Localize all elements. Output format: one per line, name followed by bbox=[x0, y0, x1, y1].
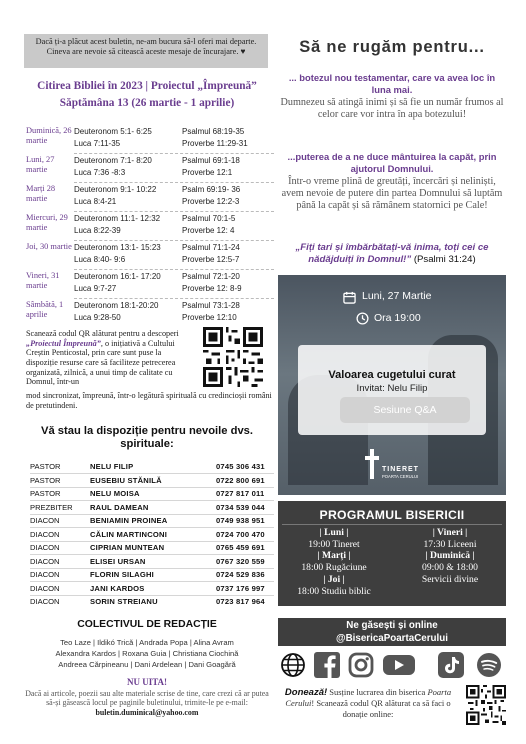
event-time: Ora 19:00 bbox=[374, 312, 421, 324]
divider bbox=[30, 500, 274, 501]
contact-phone[interactable]: 0767 320 559 bbox=[216, 556, 265, 566]
project-name: „Proiectul Împreună” bbox=[26, 338, 101, 348]
schedule-reading: Proverbe 12:10 bbox=[182, 312, 237, 322]
social-icons bbox=[278, 652, 506, 680]
contact-row bbox=[30, 462, 274, 476]
schedule-reading: Psalm 69:19- 36 bbox=[182, 185, 241, 194]
contact-role: PASTOR bbox=[30, 475, 61, 485]
left-column bbox=[20, 0, 274, 744]
contact-phone[interactable]: 0737 176 997 bbox=[216, 583, 265, 593]
editorial-team-line: Alexandra Kardos | Roxana Guia | Christiana Ciochină bbox=[55, 649, 239, 658]
schedule-reading: Proverbe 12:2-3 bbox=[182, 196, 240, 206]
tineret-logo bbox=[364, 447, 424, 487]
schedule-reading: Proverbe 12:1 bbox=[182, 167, 233, 177]
schedule-reading: Luca 9:7-27 bbox=[74, 283, 117, 293]
contact-name: FLORIN SILAGHI bbox=[90, 570, 154, 579]
right-column bbox=[278, 0, 506, 744]
contact-name: NELU MOISA bbox=[90, 489, 140, 498]
schedule-reading: Proverbe 11:29-31 bbox=[182, 138, 248, 148]
reminder-title: NU UITA! bbox=[126, 677, 168, 687]
schedule-row bbox=[26, 182, 274, 212]
schedule-row bbox=[26, 211, 274, 241]
schedule-reading: Proverbe 12: 8-9 bbox=[182, 283, 242, 293]
program-title: PROGRAMUL BISERICII bbox=[319, 508, 465, 522]
schedule-reading: Luca 9:28-50 bbox=[74, 312, 121, 322]
contact-row bbox=[30, 570, 274, 584]
divider bbox=[30, 514, 274, 515]
contact-role: PASTOR bbox=[30, 489, 61, 498]
contact-phone[interactable]: 0722 800 691 bbox=[216, 475, 265, 485]
spotify-icon[interactable] bbox=[476, 652, 502, 678]
program-item: 09:00 & 18:00 bbox=[422, 562, 478, 574]
divider bbox=[30, 527, 274, 528]
program-item: 17:30 Liceeni bbox=[423, 538, 477, 550]
facebook-icon[interactable] bbox=[314, 652, 340, 678]
donate-text: Susține lucrarea din biserica bbox=[327, 687, 428, 697]
social-text: Ne găsești și online bbox=[346, 620, 438, 631]
divider bbox=[30, 581, 274, 582]
contact-role: PREZBITER bbox=[30, 502, 73, 512]
contact-name: SORIN STREIANU bbox=[90, 597, 158, 606]
schedule-reading: Proverbe 12: 4 bbox=[182, 225, 235, 235]
schedule-reading: Psalmul 68:19-35 bbox=[182, 127, 245, 136]
prayer-text: Dumnezeu să atingă inimi și să fie un număr frumos al celor care vor intra în apa botezului! bbox=[280, 97, 504, 121]
contact-phone[interactable]: 0734 539 044 bbox=[216, 502, 265, 512]
contact-phone[interactable]: 0724 700 470 bbox=[216, 529, 265, 539]
contact-name: ELISEI URSAN bbox=[90, 556, 146, 566]
schedule-reading: Deuteronom 13:1- 15:23 bbox=[74, 243, 161, 252]
program-day: | Marți | bbox=[317, 550, 351, 562]
contact-row bbox=[30, 516, 274, 530]
program-item: Servicii divine bbox=[421, 573, 479, 585]
program-day: | Duminică | bbox=[425, 550, 475, 562]
editorial-team-list bbox=[20, 637, 274, 670]
schedule-reading: Luca 8:22-39 bbox=[74, 225, 121, 235]
contact-name: CIPRIAN MUNTEAN bbox=[90, 543, 165, 552]
contact-name: EUSEBIU STĂNILĂ bbox=[90, 475, 162, 485]
contact-phone[interactable]: 0727 817 011 bbox=[216, 489, 265, 498]
schedule-day: Marți 28 martie bbox=[26, 184, 56, 203]
schedule-reading: Psalmul 71:1-24 bbox=[182, 243, 240, 252]
tiktok-icon[interactable] bbox=[438, 652, 464, 678]
reminder-text bbox=[20, 689, 274, 717]
schedule-row bbox=[26, 124, 274, 154]
youtube-icon[interactable] bbox=[382, 652, 416, 678]
contact-role: DIACON bbox=[30, 556, 60, 566]
contact-name: CĂLIN MARTINCONI bbox=[90, 529, 168, 539]
logo-text: POARTA CERULUI bbox=[382, 474, 419, 479]
church-program bbox=[278, 501, 506, 606]
schedule-day: Sâmbătă, 1 aprilie bbox=[26, 300, 64, 319]
contact-phone[interactable]: 0749 938 951 bbox=[216, 516, 265, 525]
logo-text: TINERET bbox=[382, 466, 419, 473]
editorial-team-line: Andreea Cărpineanu | Dani Ardelean | Dani Goagără bbox=[58, 660, 236, 669]
reading-plan-title: Citirea Bibliei în 2023 | Proiectul „Împreună” bbox=[37, 80, 257, 92]
contact-role: DIACON bbox=[30, 529, 60, 539]
schedule-reading: Psalmul 70:1-5 bbox=[182, 214, 236, 223]
project-text: , o inițiativă a Cultului Creștin Penticostal, prin care sunt puse la dispoziție resurse care să faciliteze petrecerea organizată, zilnică, a unui timp de calitate cu Domnul, într-un bbox=[26, 338, 176, 387]
project-text: Scanează codul QR alăturat pentru a descoperi bbox=[26, 329, 179, 338]
contact-role: DIACON bbox=[30, 597, 60, 606]
contact-row bbox=[30, 489, 274, 503]
contact-name: BENIAMIN PROINEA bbox=[90, 516, 168, 525]
contact-phone[interactable]: 0723 817 964 bbox=[216, 597, 265, 606]
event-guest: Invitat: Nelu Filip bbox=[356, 383, 428, 394]
contact-row bbox=[30, 597, 274, 611]
prayer-heading: ...puterea de a ne duce mântuirea la capăt, prin ajutorul Domnului. bbox=[287, 151, 497, 174]
schedule-reading: Deuteronom 7:1- 8:20 bbox=[74, 156, 152, 165]
instagram-icon[interactable] bbox=[348, 652, 374, 678]
schedule-day: Luni, 27 martie bbox=[26, 155, 55, 174]
schedule-reading: Deuteronom 16:1- 17:20 bbox=[74, 272, 161, 281]
prayer-text: Într-o vreme plină de greutăți, încercări și neliniști, avem nevoie de putere din partea Domnului să luptăm până la capăt și să rămânem statornici pe Cale! bbox=[281, 176, 503, 212]
prayer-heading: ... botezul nou testamentar, care va avea loc în luna mai. bbox=[288, 72, 496, 95]
qr-code[interactable] bbox=[203, 327, 263, 387]
divider bbox=[30, 554, 274, 555]
contact-email-link[interactable]: buletin.duminical@yahoo.com bbox=[95, 707, 199, 717]
divider bbox=[30, 568, 274, 569]
schedule-reading: Psalmul 72:1-20 bbox=[182, 272, 240, 281]
divider bbox=[30, 487, 274, 488]
donation-text bbox=[278, 687, 458, 719]
schedule-reading: Psalmul 73:1-28 bbox=[182, 301, 240, 310]
schedule-reading: Luca 8:4-21 bbox=[74, 196, 117, 206]
contact-row bbox=[30, 557, 274, 571]
event-date: Luni, 27 Martie bbox=[362, 290, 432, 302]
program-column-right bbox=[400, 527, 500, 586]
event-title: Valoarea cugetului curat bbox=[328, 369, 456, 381]
globe-icon[interactable] bbox=[280, 652, 306, 678]
divider bbox=[30, 473, 274, 474]
divider bbox=[30, 541, 274, 542]
schedule-reading: Psalmul 69:1-18 bbox=[182, 156, 240, 165]
donate-label: Donează! bbox=[284, 687, 328, 698]
contact-role: DIACON bbox=[30, 570, 60, 579]
schedule-reading: Deuteronom 9:1- 10:22 bbox=[74, 185, 157, 194]
program-day: | Luni | bbox=[319, 527, 349, 538]
program-day: | Vineri | bbox=[432, 527, 468, 538]
reminder-body: Dacă ai articole, poezii sau alte materiale scrise de tine, care crezi că ar putea să-și găsească locul pe paginile buletinului, trimite-le pe e-mail: bbox=[25, 689, 269, 708]
schedule-row bbox=[26, 269, 274, 299]
program-day: | Joi | bbox=[323, 573, 345, 585]
calendar-icon bbox=[343, 291, 356, 304]
schedule-row bbox=[26, 298, 274, 328]
schedule-day: Vineri, 31 martie bbox=[26, 271, 60, 290]
reading-plan-week: Săptămâna 13 (26 martie - 1 aprilie) bbox=[59, 97, 235, 109]
program-item: 18:00 Rugăciune bbox=[301, 562, 367, 574]
contact-phone[interactable]: 0765 459 691 bbox=[216, 543, 265, 552]
schedule-row bbox=[26, 240, 274, 270]
schedule-day: Joi, 30 martie bbox=[26, 242, 72, 251]
social-banner bbox=[278, 618, 506, 646]
schedule-day: Miercuri, 29 martie bbox=[26, 213, 68, 232]
contact-phone[interactable]: 0745 306 431 bbox=[216, 462, 265, 471]
verse-reference: (Psalmi 31:24) bbox=[413, 253, 476, 265]
contact-role: DIACON bbox=[30, 516, 60, 525]
contact-row bbox=[30, 543, 274, 557]
project-description-cont: mod sincronizat, împreună, într-o legătură spirituală cu credincioșii români de pretutindeni. bbox=[26, 391, 272, 410]
contact-role: DIACON bbox=[30, 543, 60, 552]
program-column-left bbox=[284, 527, 384, 597]
contact-name: NELU FILIP bbox=[90, 462, 134, 471]
clock-icon bbox=[356, 312, 369, 325]
contact-row bbox=[30, 530, 274, 544]
editorial-team-title: COLECTIVUL DE REDACȚIE bbox=[77, 619, 217, 630]
schedule-reading: Deuteronom 5:1- 6:25 bbox=[74, 127, 152, 136]
divider bbox=[282, 524, 502, 525]
church-name: Poarta Cerului bbox=[285, 687, 452, 709]
donation-qr-code[interactable] bbox=[466, 685, 506, 725]
schedule-reading: Deuteronom 11:1- 12:32 bbox=[74, 214, 161, 223]
schedule-day: Duminică, 26 martie bbox=[26, 126, 72, 145]
bible-verse bbox=[278, 242, 506, 266]
contact-name: JANI KARDOS bbox=[90, 583, 145, 593]
schedule-reading: Proverbe 12:5-7 bbox=[182, 254, 240, 264]
donate-text: ! Scanează codul QR alăturat ca să faci o donație online: bbox=[311, 698, 451, 719]
contact-row bbox=[30, 476, 274, 490]
program-item: 19:00 Tineret bbox=[308, 538, 360, 550]
contact-role: PASTOR bbox=[30, 462, 61, 471]
intro-note: Dacă ți-a plăcut acest buletin, ne-am bucura să-l oferi mai departe. Cineva are nevoie să citească aceste mesaje de încurajare. ♥ bbox=[24, 34, 268, 68]
verse-text: „Fiți tari și îmbărbătați-vă inima, toți cei ce nădăjduiți în Domnul!” bbox=[295, 242, 489, 265]
divider bbox=[30, 595, 274, 596]
event-banner bbox=[278, 275, 506, 495]
contact-row bbox=[30, 503, 274, 517]
schedule-reading: Luca 7:36 -8:3 bbox=[74, 167, 126, 177]
schedule-reading: Luca 7:11-35 bbox=[74, 138, 121, 148]
schedule-reading: Deuteronom 18:1-20:20 bbox=[74, 301, 159, 310]
project-description bbox=[26, 329, 190, 387]
contacts-title: Vă stau la dispoziție pentru nevoile dvs. spirituale: bbox=[41, 425, 253, 450]
editorial-team-line: Teo Laze | Ildikó Trică | Andrada Popa | Alina Avram bbox=[60, 638, 234, 647]
event-card bbox=[298, 345, 486, 435]
contact-row bbox=[30, 584, 274, 598]
prayer-title: Să ne rugăm pentru... bbox=[299, 38, 485, 56]
program-item: 18:00 Studiu biblic bbox=[297, 585, 371, 597]
contact-role: DIACON bbox=[30, 583, 60, 593]
contact-phone[interactable]: 0724 529 836 bbox=[216, 570, 265, 579]
schedule-reading: Luca 8:40- 9:6 bbox=[74, 254, 126, 264]
contact-name: RAUL DAMEAN bbox=[90, 502, 149, 512]
schedule-row bbox=[26, 153, 274, 183]
social-handle[interactable]: @BisericaPoartaCerului bbox=[336, 632, 448, 644]
qa-session-button[interactable]: Sesiune Q&A bbox=[340, 397, 470, 423]
